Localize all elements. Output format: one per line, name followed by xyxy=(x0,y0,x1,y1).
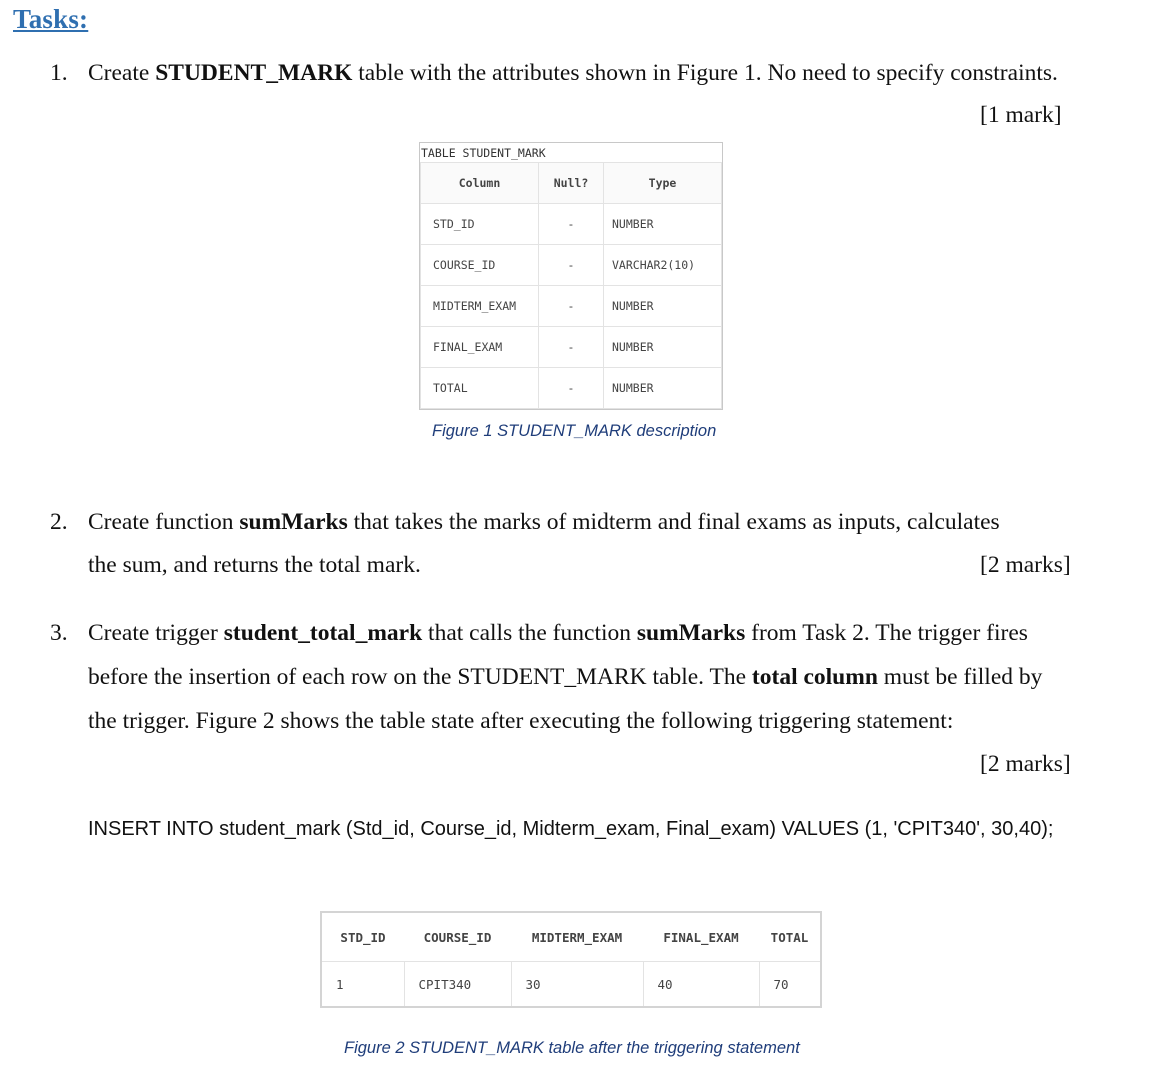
task-3-text xyxy=(88,612,1028,655)
header-std-id: STD_ID xyxy=(340,929,386,945)
cell-std-id: 1 xyxy=(322,962,404,1007)
task-2-post: that takes the marks of midterm and final exams as inputs, calculates xyxy=(347,509,1000,535)
cell: - xyxy=(539,286,604,327)
header-total: TOTAL xyxy=(770,929,809,945)
tasks-heading: Tasks: xyxy=(13,4,89,34)
task-3-post: from Task 2. The trigger fires xyxy=(745,620,1028,646)
cell-midterm-exam: 30 xyxy=(511,962,643,1007)
figure-2-table xyxy=(320,911,822,1008)
figure-1-grid xyxy=(420,162,722,409)
task-2-line-2: the sum, and returns the total mark. xyxy=(88,552,421,578)
task-3-total-column: total column xyxy=(751,664,878,690)
task-3-line-2-post: must be filled by xyxy=(877,664,1043,690)
figure-1-table xyxy=(419,142,723,410)
task-3 xyxy=(50,612,1028,655)
task-1-mark: [1 mark] xyxy=(980,102,1062,128)
task-3-pre: Create trigger xyxy=(88,620,224,646)
cell: COURSE_ID xyxy=(421,245,539,286)
cell: MIDTERM_EXAM xyxy=(421,286,539,327)
table-row xyxy=(421,368,722,409)
task-1-number: 1. xyxy=(50,60,68,86)
figure-2-caption: Figure 2 STUDENT_MARK table after the triggering statement xyxy=(344,1039,800,1057)
cell: STD_ID xyxy=(421,204,539,245)
insert-statement: INSERT INTO student_mark (Std_id, Course_id, Midterm_exam, Final_exam) VALUES (1, 'CPIT340', 30,40); xyxy=(88,818,1054,840)
task-1-table-name: STUDENT_MARK xyxy=(155,60,353,86)
header-final-exam: FINAL_EXAM xyxy=(663,929,739,945)
figure-1-caption: Figure 1 STUDENT_MARK description xyxy=(432,422,717,440)
task-2-text xyxy=(88,501,1000,544)
task-3-function-name: sumMarks xyxy=(636,620,746,646)
task-2-mark: [2 marks] xyxy=(980,552,1071,578)
task-1-post: table with the attributes shown in Figure 1. No need to specify constraints. xyxy=(352,60,1058,86)
task-1-text xyxy=(88,52,1058,95)
task-3-mark: [2 marks] xyxy=(980,751,1071,777)
cell-course-id: CPIT340 xyxy=(404,962,511,1007)
cell: FINAL_EXAM xyxy=(421,327,539,368)
cell: NUMBER xyxy=(604,327,722,368)
table-row xyxy=(322,962,820,1007)
figure-1-header-row xyxy=(421,163,722,204)
cell: VARCHAR2(10) xyxy=(604,245,722,286)
cell: - xyxy=(539,245,604,286)
task-3-number: 3. xyxy=(50,620,68,646)
cell: - xyxy=(539,327,604,368)
cell-total: 70 xyxy=(759,962,820,1007)
figure-2-header-row xyxy=(322,913,820,962)
figure-2-grid xyxy=(322,913,820,1006)
task-1 xyxy=(50,52,1058,95)
cell-final-exam: 40 xyxy=(643,962,759,1007)
figure-1-header-null: Null? xyxy=(539,163,604,204)
cell: - xyxy=(539,368,604,409)
cell: TOTAL xyxy=(421,368,539,409)
task-1-pre: Create xyxy=(88,60,156,86)
figure-1-header-column: Column xyxy=(421,163,539,204)
table-row xyxy=(421,204,722,245)
cell: - xyxy=(539,204,604,245)
task-2-function-name: sumMarks xyxy=(239,509,348,535)
figure-1-title: TABLE STUDENT_MARK xyxy=(421,146,546,160)
header-course-id: COURSE_ID xyxy=(423,929,492,945)
figure-1-header-type: Type xyxy=(604,163,722,204)
cell: NUMBER xyxy=(604,204,722,245)
task-3-trigger-name: student_total_mark xyxy=(223,620,423,646)
task-3-line-3: the trigger. Figure 2 shows the table state after executing the following triggering statement: xyxy=(88,708,954,734)
cell: NUMBER xyxy=(604,286,722,327)
table-row xyxy=(421,286,722,327)
table-row xyxy=(421,327,722,368)
task-3-line-2-pre: before the insertion of each row on the STUDENT_MARK table. The xyxy=(88,664,752,690)
task-2-pre: Create function xyxy=(88,509,240,535)
header-midterm-exam: MIDTERM_EXAM xyxy=(531,929,623,945)
task-2-number: 2. xyxy=(50,509,68,535)
task-3-mid: that calls the function xyxy=(422,620,637,646)
cell: NUMBER xyxy=(604,368,722,409)
task-3-line-2 xyxy=(88,656,1042,699)
table-row xyxy=(421,245,722,286)
task-2 xyxy=(50,501,1000,544)
